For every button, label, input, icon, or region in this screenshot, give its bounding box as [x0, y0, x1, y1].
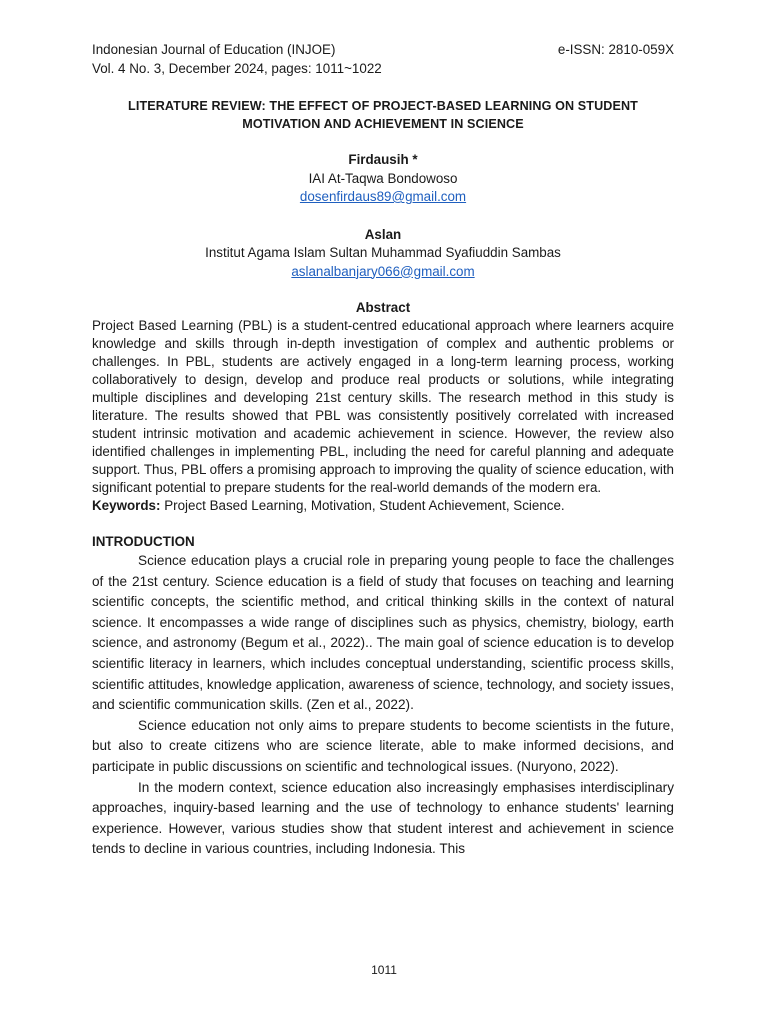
issn: e-ISSN: 2810-059X — [557, 42, 674, 57]
paper-page — [92, 40, 674, 860]
keywords-label: Keywords: — [92, 498, 161, 513]
author-email-link[interactable]: aslanalbanjary066@gmail.com — [291, 263, 475, 279]
volume-info: Vol. 4 No. 3, December 2024, pages: 1011~1022 — [92, 61, 382, 76]
abstract-heading: Abstract — [355, 300, 411, 315]
author-name: Aslan — [364, 226, 402, 242]
journal-header — [92, 40, 674, 78]
intro-paragraph-3: In the modern context, science education also increasingly emphasises interdisciplinary approaches, inquiry-based learning and the use of technology to enhance students' learning experience. However, various studies show that student interest and achievement in science tends to decline in various countries, including Indonesia. This — [92, 779, 674, 857]
intro-paragraph-1: Science education plays a crucial role in preparing young people to face the challenges of the 21st century. Science education is a field of study that focuses on teaching and learning scientific concepts, the scientific method, and critical thinking skills in the context of natural science. It encompasses a wide range of disciplines such as physics, chemistry, biology, earth science, and astronomy (Begum et al., 2022).. The main goal of science education is to develop scientific literacy in learners, which includes conceptual understanding, scientific process skills, scientific attitudes, knowledge application, awareness of science, technology, and society issues, and scientific communication skills. (Zen et al., 2022). — [92, 553, 674, 713]
keywords — [92, 497, 674, 515]
keywords-list: Project Based Learning, Motivation, Student Achievement, Science. — [160, 498, 565, 513]
journal-name: Indonesian Journal of Education (INJOE) — [92, 42, 336, 57]
author-affiliation: Institut Agama Islam Sultan Muhammad Syafiuddin Sambas — [205, 245, 561, 260]
abstract-text: Project Based Learning (PBL) is a student-centred educational approach where learners acquire knowledge and skills through in-depth investigation of complex and authentic problems or challenges. In PBL, students are actively engaged in a long-term learning process, working collaboratively to design, develop and produce real products or solutions, while integrating multiple disciplines and developing 21st century skills. The research method in this study is literature. The results showed that PBL was consistently positively correlated with increased student intrinsic motivation and academic achievement in science. However, the review also identified challenges in implementing PBL, including the need for careful planning and adequate support. Thus, PBL offers a promising approach to improving the quality of science education, with significant potential to prepare students for the real-world demands of the modern era. — [92, 318, 674, 495]
page-number: 1011 — [371, 963, 397, 977]
section-heading-introduction: INTRODUCTION — [92, 534, 195, 549]
author-name: Firdausih * — [348, 152, 418, 167]
paper-title: LITERATURE REVIEW: THE EFFECT OF PROJECT-BASED LEARNING ON STUDENT MOTIVATION AND ACHIEVEMENT IN SCIENCE — [128, 99, 638, 131]
author-affiliation: IAI At-Taqwa Bondowoso — [308, 170, 458, 186]
author-1 — [92, 151, 674, 207]
author-email-link[interactable]: dosenfirdaus89@gmail.com — [299, 189, 467, 204]
intro-paragraph-2: Science education not only aims to prepare students to become scientists in the future, but also to create citizens who are science literate, able to make informed decisions, and participate in public discussions on scientific and technological issues. (Nuryono, 2022). — [92, 717, 674, 774]
author-2 — [92, 226, 674, 282]
